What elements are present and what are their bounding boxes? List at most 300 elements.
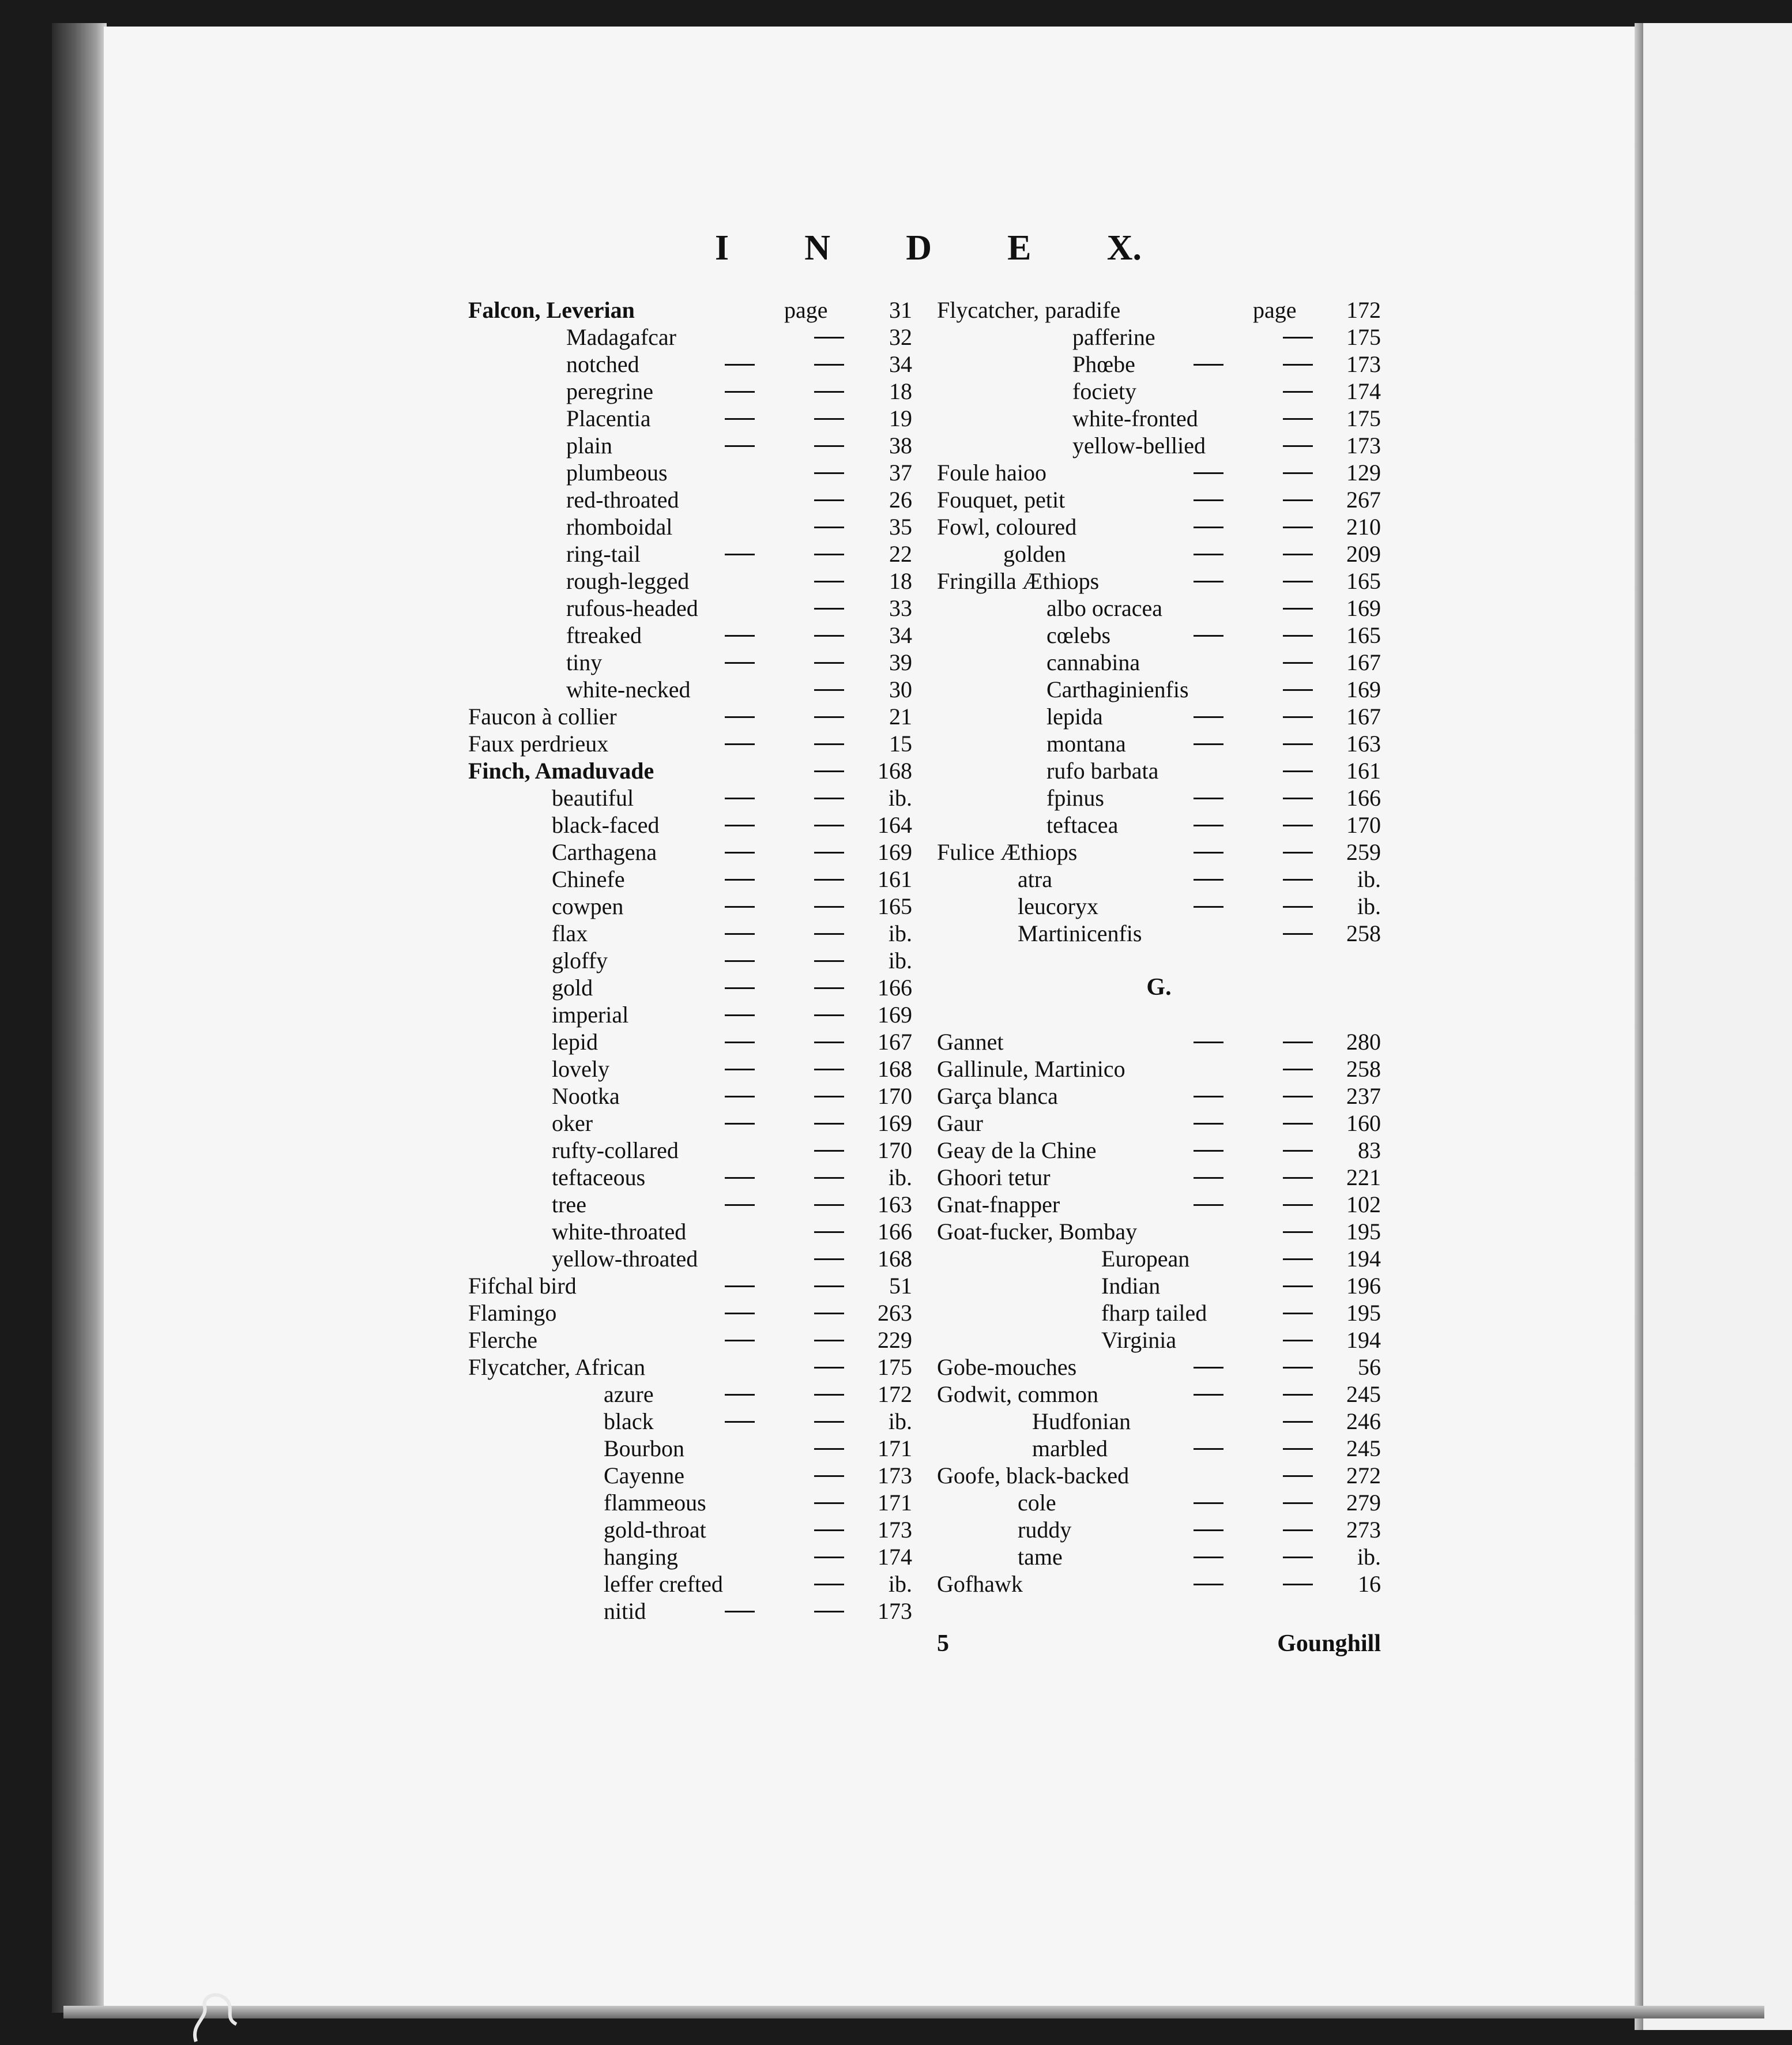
leader-dash	[1283, 906, 1313, 908]
leader-dash	[814, 1611, 844, 1612]
index-entry	[937, 1435, 1381, 1462]
index-entry	[468, 1028, 912, 1055]
entry-name: Flycatcher, African	[468, 1354, 646, 1380]
index-entry	[937, 757, 1381, 784]
leader-dash	[1194, 1042, 1223, 1043]
leader-dash	[725, 1421, 755, 1423]
entry-name: Flamingo	[468, 1300, 557, 1326]
page-number: 19	[889, 405, 912, 431]
index-entry	[937, 459, 1381, 486]
entry-name: Indian	[1101, 1273, 1161, 1299]
leader-dash	[1194, 743, 1223, 745]
entry-name: Carthaginienfis	[1046, 676, 1189, 702]
leader-dash	[814, 554, 844, 555]
index-entry	[468, 1001, 912, 1028]
leader-dash	[725, 554, 755, 555]
index-entry	[937, 811, 1381, 839]
leader-dash	[814, 499, 844, 501]
leader-dash	[814, 1557, 844, 1558]
page-number: 39	[889, 649, 912, 675]
entry-name: golden	[1003, 541, 1066, 567]
page-number: 175	[1346, 405, 1381, 431]
page-number: 165	[878, 893, 912, 919]
entry-name: Fowl, coloured	[937, 514, 1077, 540]
index-entry	[937, 1543, 1381, 1570]
title-letter: E	[1007, 228, 1031, 268]
page-number: 171	[878, 1490, 912, 1516]
entry-name: Faux perdrieux	[468, 731, 609, 757]
leader-dash	[1283, 852, 1313, 854]
leader-dash	[814, 1285, 844, 1287]
entry-name: montana	[1046, 731, 1126, 757]
page-number: 272	[1346, 1463, 1381, 1488]
index-entry	[468, 324, 912, 351]
facing-page	[1643, 23, 1792, 2030]
index-entry	[468, 703, 912, 730]
leader-dash	[1283, 770, 1313, 772]
title-letter: D	[906, 228, 932, 268]
entry-name: Faucon à collier	[468, 704, 617, 730]
entry-name: cole	[1018, 1490, 1056, 1516]
leader-dash	[814, 1367, 844, 1369]
index-entry	[468, 405, 912, 432]
page-number: 168	[878, 758, 912, 784]
leader-dash	[1283, 527, 1313, 528]
index-entry	[468, 1082, 912, 1110]
page-number: 171	[878, 1435, 912, 1461]
leader-dash	[1283, 418, 1313, 420]
signature-mark: 5	[937, 1630, 949, 1657]
page-number: ib.	[888, 1571, 912, 1597]
leader-dash	[725, 960, 755, 962]
index-entry	[937, 513, 1381, 540]
index-entry	[937, 1082, 1381, 1110]
index-entry	[468, 513, 912, 540]
leader-dash	[1194, 798, 1223, 799]
index-entry	[468, 1408, 912, 1435]
page-number: 229	[878, 1327, 912, 1353]
entry-name: plumbeous	[566, 460, 668, 486]
leader-dash	[725, 1096, 755, 1097]
entry-name: Nootka	[552, 1083, 620, 1109]
leader-dash	[1283, 798, 1313, 799]
leader-dash	[1283, 1529, 1313, 1531]
index-entry	[937, 1489, 1381, 1516]
entry-name: black	[604, 1408, 654, 1434]
entry-name: ftreaked	[566, 622, 642, 648]
leader-dash	[1283, 608, 1313, 610]
index-entry	[468, 1137, 912, 1164]
page-number: 83	[1358, 1137, 1381, 1163]
index-entry	[468, 432, 912, 459]
entry-name: European	[1101, 1246, 1190, 1272]
page-number: 172	[1346, 297, 1381, 323]
page-number: 258	[1346, 1056, 1381, 1082]
entry-name: Garça blanca	[937, 1083, 1058, 1109]
entry-name: tame	[1018, 1544, 1063, 1570]
leader-dash	[814, 1529, 844, 1531]
index-entry	[937, 432, 1381, 459]
leader-dash	[1283, 1177, 1313, 1179]
page-number: 170	[878, 1137, 912, 1163]
title-letter: N	[804, 228, 831, 268]
index-entry	[468, 974, 912, 1001]
leader-dash	[1283, 933, 1313, 935]
leader-dash	[1194, 364, 1223, 366]
entry-name: Fouquet, petit	[937, 487, 1066, 513]
index-entry	[468, 947, 912, 974]
page-number: 18	[889, 568, 912, 594]
index-entry	[937, 649, 1381, 676]
entry-name: plain	[566, 433, 612, 458]
index-entry	[937, 1028, 1381, 1055]
index-entry	[468, 1597, 912, 1625]
index-column-right	[937, 296, 1381, 1597]
entry-name: albo ocracea	[1046, 595, 1162, 621]
page-label: page	[784, 297, 828, 323]
leader-dash	[725, 391, 755, 393]
page-number: 16	[1358, 1571, 1381, 1597]
leader-dash	[1194, 1448, 1223, 1450]
page-number: 280	[1346, 1029, 1381, 1055]
section-heading: G.	[1146, 974, 1172, 1001]
page-number: 35	[889, 514, 912, 540]
index-entry	[468, 1110, 912, 1137]
entry-name: Gobe-mouches	[937, 1354, 1077, 1380]
leader-dash	[1194, 1557, 1223, 1558]
leader-dash	[814, 1150, 844, 1152]
index-entry	[937, 567, 1381, 595]
leader-dash	[814, 1448, 844, 1450]
entry-name: Flycatcher, paradife	[937, 297, 1121, 323]
page-number: 167	[1346, 649, 1381, 675]
leader-dash	[1283, 689, 1313, 691]
entry-name: Goat-fucker, Bombay	[937, 1219, 1138, 1245]
entry-name: azure	[604, 1381, 654, 1407]
index-entry	[937, 486, 1381, 513]
leader-dash	[1283, 472, 1313, 474]
entry-name: flax	[552, 920, 588, 946]
page-number: 209	[1346, 541, 1381, 567]
entry-name: Martinicenfis	[1018, 920, 1142, 946]
entry-name: Finch, Amaduvade	[468, 758, 654, 784]
leader-dash	[1194, 1502, 1223, 1504]
page-number: 210	[1346, 514, 1381, 540]
page-number: 168	[878, 1056, 912, 1082]
leader-dash	[814, 1584, 844, 1585]
page-number: ib.	[1357, 1544, 1381, 1570]
leader-dash	[814, 798, 844, 799]
leader-dash	[1283, 716, 1313, 718]
page-number: 166	[878, 975, 912, 1001]
leader-dash	[814, 662, 844, 664]
page-number: 38	[889, 433, 912, 458]
entry-name: Gallinule, Martinico	[937, 1056, 1125, 1082]
leader-dash	[814, 1123, 844, 1125]
leader-dash	[1283, 1394, 1313, 1396]
leader-dash	[725, 1177, 755, 1179]
leader-dash	[1283, 662, 1313, 664]
leader-dash	[725, 1394, 755, 1396]
page-number: 51	[889, 1273, 912, 1299]
entry-name: Gaur	[937, 1110, 983, 1136]
entry-name: pafferine	[1072, 324, 1155, 350]
leader-dash	[725, 1313, 755, 1314]
entry-name: Geay de la Chine	[937, 1137, 1097, 1163]
leader-dash	[814, 1069, 844, 1070]
entry-name: rufty-collared	[552, 1137, 679, 1163]
entry-name: fociety	[1072, 378, 1137, 404]
entry-name: leucoryx	[1018, 893, 1098, 919]
leader-dash	[1283, 1367, 1313, 1369]
leader-dash	[1283, 499, 1313, 501]
page-number: 165	[1346, 568, 1381, 594]
page-number: 194	[1346, 1246, 1381, 1272]
entry-name: oker	[552, 1110, 593, 1136]
entry-name: white-throated	[552, 1219, 687, 1245]
page-number: 18	[889, 378, 912, 404]
page-number: 21	[889, 704, 912, 730]
leader-dash	[1283, 1557, 1313, 1558]
leader-dash	[1194, 825, 1223, 826]
entry-name: Falcon, Leverian	[468, 297, 635, 323]
page-number: 169	[878, 1002, 912, 1028]
page-number: 195	[1346, 1300, 1381, 1326]
entry-name: Godwit, common	[937, 1381, 1098, 1407]
title-letter: X.	[1106, 228, 1142, 268]
entry-name: red-throated	[566, 487, 679, 513]
entry-name: rhomboidal	[566, 514, 673, 540]
leader-dash	[814, 906, 844, 908]
leader-dash	[725, 418, 755, 420]
page-number: 163	[1346, 731, 1381, 757]
entry-name: atra	[1018, 866, 1052, 892]
leader-dash	[1194, 554, 1223, 555]
leader-dash	[1194, 1584, 1223, 1585]
leader-dash	[1194, 906, 1223, 908]
index-entry	[468, 893, 912, 920]
entry-name: peregrine	[566, 378, 654, 404]
page-number: 237	[1346, 1083, 1381, 1109]
index-entry	[468, 1299, 912, 1326]
entry-name: ring-tail	[566, 541, 641, 567]
entry-name: flammeous	[604, 1490, 706, 1516]
index-entry	[468, 622, 912, 649]
index-entry	[468, 1354, 912, 1381]
leader-dash	[1283, 879, 1313, 881]
index-entry	[937, 730, 1381, 757]
index-entry	[937, 595, 1381, 622]
entry-name: beautiful	[552, 785, 634, 811]
leader-dash	[814, 608, 844, 610]
index-entry	[937, 920, 1381, 947]
leader-dash	[1194, 635, 1223, 637]
page-number: 160	[1346, 1110, 1381, 1136]
leader-dash	[814, 1258, 844, 1260]
page-number: 245	[1346, 1435, 1381, 1461]
page-number: ib.	[888, 1164, 912, 1190]
page-number: 26	[889, 487, 912, 513]
page-number: 33	[889, 595, 912, 621]
leader-dash	[814, 770, 844, 772]
index-entry	[468, 567, 912, 595]
leader-dash	[814, 418, 844, 420]
index-entry	[468, 1381, 912, 1408]
leader-dash	[1194, 879, 1223, 881]
index-entry	[468, 1218, 912, 1245]
page-number: 31	[889, 297, 912, 323]
entry-name: Gannet	[937, 1029, 1004, 1055]
leader-dash	[814, 960, 844, 962]
leader-dash	[814, 445, 844, 447]
index-entry	[937, 622, 1381, 649]
leader-dash	[814, 1014, 844, 1016]
index-entry	[937, 1110, 1381, 1137]
leader-dash	[1283, 1096, 1313, 1097]
page-number: 34	[889, 351, 912, 377]
leader-dash	[814, 472, 844, 474]
entry-name: Phœbe	[1072, 351, 1135, 377]
index-entry	[468, 1326, 912, 1354]
leader-dash	[1194, 1394, 1223, 1396]
leader-dash	[814, 635, 844, 637]
page-edge	[52, 23, 107, 2013]
leader-dash	[725, 743, 755, 745]
page-number: 170	[1346, 812, 1381, 838]
leader-dash	[814, 933, 844, 935]
entry-name: gold	[552, 975, 593, 1001]
index-entry	[937, 540, 1381, 567]
leader-dash	[814, 1502, 844, 1504]
entry-name: tree	[552, 1191, 586, 1217]
index-entry	[937, 378, 1381, 405]
page-number: 167	[1346, 704, 1381, 730]
leader-dash	[725, 1014, 755, 1016]
page-number: 169	[1346, 676, 1381, 702]
page-number: 56	[1358, 1354, 1381, 1380]
leader-dash	[1283, 1421, 1313, 1423]
leader-dash	[1283, 1502, 1313, 1504]
index-entry	[937, 703, 1381, 730]
page-number: 195	[1346, 1219, 1381, 1245]
leader-dash	[814, 852, 844, 854]
leader-dash	[1194, 1367, 1223, 1369]
index-entry	[937, 866, 1381, 893]
index-entry	[468, 1191, 912, 1218]
index-entry	[937, 784, 1381, 811]
leader-dash	[1283, 1584, 1313, 1585]
index-entry	[468, 1272, 912, 1299]
page-number: 194	[1346, 1327, 1381, 1353]
entry-name: Carthagena	[552, 839, 657, 865]
page-number: 173	[878, 1598, 912, 1624]
page-number: 245	[1346, 1381, 1381, 1407]
leader-dash	[1283, 391, 1313, 393]
index-entry	[937, 405, 1381, 432]
index-entry	[468, 784, 912, 811]
index-entry	[468, 1516, 912, 1543]
entry-name: Virginia	[1101, 1327, 1177, 1353]
index-entry	[468, 378, 912, 405]
leader-dash	[814, 337, 844, 339]
entry-name: fpinus	[1046, 785, 1104, 811]
section-gap	[937, 947, 1381, 974]
page-title	[715, 222, 1142, 274]
index-entry	[468, 296, 912, 324]
index-entry	[468, 351, 912, 378]
page-number: ib.	[1357, 866, 1381, 892]
leader-dash	[725, 906, 755, 908]
index-entry	[468, 1570, 912, 1597]
leader-dash	[814, 1421, 844, 1423]
entry-name: rufo barbata	[1046, 758, 1159, 784]
leader-dash	[1283, 825, 1313, 826]
entry-name: cowpen	[552, 893, 624, 919]
page-number: ib.	[888, 1408, 912, 1434]
entry-name: Ghoori tetur	[937, 1164, 1051, 1190]
index-entry	[937, 893, 1381, 920]
entry-name: notched	[566, 351, 639, 377]
index-entry	[937, 1164, 1381, 1191]
index-entry	[468, 459, 912, 486]
entry-name: cœlebs	[1046, 622, 1111, 648]
leader-dash	[725, 364, 755, 366]
leader-dash	[1194, 527, 1223, 528]
leader-dash	[1194, 852, 1223, 854]
entry-name: Gnat-fnapper	[937, 1191, 1060, 1217]
entry-name: Placentia	[566, 405, 651, 431]
index-entry	[468, 676, 912, 703]
index-entry	[468, 1435, 912, 1462]
page-number: 174	[878, 1544, 912, 1570]
entry-name: Fringilla Æthiops	[937, 568, 1100, 594]
leader-dash	[1283, 445, 1313, 447]
leader-dash	[814, 527, 844, 528]
index-entry	[468, 920, 912, 947]
leader-dash	[725, 933, 755, 935]
leader-dash	[1283, 1258, 1313, 1260]
index-entry	[937, 1516, 1381, 1543]
index-entry	[937, 1137, 1381, 1164]
page-number: 170	[878, 1083, 912, 1109]
entry-name: Fulice Æthiops	[937, 839, 1078, 865]
leader-dash	[725, 1042, 755, 1043]
page-label: page	[1253, 297, 1297, 323]
entry-name: nitid	[604, 1598, 646, 1624]
index-entry	[468, 486, 912, 513]
leader-dash	[1194, 1529, 1223, 1531]
leader-dash	[725, 1285, 755, 1287]
leader-dash	[1283, 1123, 1313, 1125]
leader-dash	[1283, 1069, 1313, 1070]
page-number: 161	[878, 866, 912, 892]
index-entry	[937, 1299, 1381, 1326]
index-entry	[468, 730, 912, 757]
index-entry	[937, 1326, 1381, 1354]
leader-dash	[1283, 554, 1313, 555]
page-number: 175	[878, 1354, 912, 1380]
leader-dash	[814, 743, 844, 745]
page-number: 174	[1346, 378, 1381, 404]
page-number: 37	[889, 460, 912, 486]
catchword: Gounghill	[1277, 1630, 1381, 1657]
leader-dash	[814, 1313, 844, 1314]
entry-name: Cayenne	[604, 1463, 684, 1488]
leader-dash	[1194, 716, 1223, 718]
leader-dash	[1194, 1204, 1223, 1206]
entry-name: leffer crefted	[604, 1571, 723, 1597]
page-number: ib.	[888, 785, 912, 811]
